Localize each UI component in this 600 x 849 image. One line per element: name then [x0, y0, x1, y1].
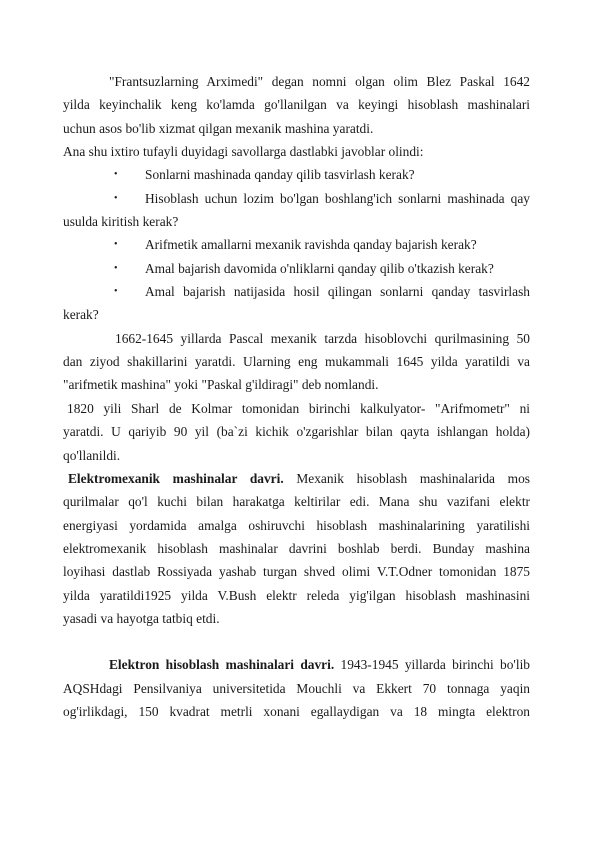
bullet-2-symbol: •: [114, 193, 118, 204]
p6-line-1: [109, 656, 530, 674]
bullet-5-symbol: •: [114, 286, 118, 297]
p4-line-2: yaratdi. U qariyib 90 yil (ba`zi kichik o'zgarishlar bilan qayta ishlangan holda): [63, 424, 530, 439]
bullet-2-text: Hisoblash uchun lozim bo'lgan boshlang'ich sonlarni mashinada qay: [145, 191, 530, 206]
p6-first-rest: 1943-1945 yillarda birinchi bo'lib: [334, 657, 530, 672]
p6-line-2: AQSHdagi Pensilvaniya universitetida Mouchli va Ekkert 70 tonnaga yaqin: [63, 681, 530, 696]
p5-line-2: qurilmalar qo'l kuchi bilan harakatga keltirilar edi. Mana shu vazifani elektr: [63, 494, 530, 509]
bullet-3-symbol: •: [114, 239, 118, 250]
p5-first-rest: Mexanik hisoblash mashinalarida mos: [283, 471, 530, 486]
p5-line-3: energiyasi yordamida amalga oshiruvchi hisoblash mashinalarining yaratilishi: [63, 518, 530, 533]
bullet-1-symbol: •: [114, 169, 118, 180]
bullet-1-text: Sonlarni mashinada qanday qilib tasvirlash kerak?: [145, 167, 415, 182]
bullet-4-symbol: •: [114, 263, 118, 274]
p5-line-4: elektromexanik hisoblash mashinalar davrini boshlab berdi. Bunday mashina: [63, 541, 530, 556]
p3-line-1: 1662-1645 yillarda Pascal mexanik tarzda hisoblovchi qurilmasining 50: [115, 331, 530, 346]
p1-line-3: uchun asos bo'lib xizmat qilgan mexanik mashina yaratdi.: [63, 121, 374, 136]
p5-line-7: yasadi va hayotga tatbiq etdi.: [63, 611, 220, 626]
p5-line-5: loyihasi dastlab Rossiyada yashab turgan shved olimi V.T.Odner tomonidan 1875: [63, 564, 530, 579]
p5-line-6: yilda yaratildi1925 yilda V.Bush elektr releda yig'ilgan hisoblash mashinasini: [63, 588, 530, 603]
bullet-2-text-cont: usulda kiritish kerak?: [63, 214, 179, 229]
bullet-4-text: Amal bajarish davomida o'nliklarni qanday qilib o'tkazish kerak?: [145, 261, 494, 276]
p6-heading: Elektron hisoblash mashinalari davri.: [109, 657, 335, 672]
bullet-5-text: Amal bajarish natijasida hosil qilingan sonlarni qanday tasvirlash: [145, 284, 530, 299]
p1-line-1: "Frantsuzlarning Arximedi" degan nomni olgan olim Blez Paskal 1642: [109, 74, 530, 89]
p2-line: Ana shu ixtiro tufayli duyidagi savollarga dastlabki javoblar olindi:: [63, 144, 424, 159]
p3-line-3: "arifmetik mashina" yoki "Paskal g'ildiragi" deb nomlandi.: [63, 377, 379, 392]
p5-line-1: [68, 470, 530, 488]
bullet-5-text-cont: kerak?: [63, 307, 99, 322]
p3-line-2: dan ziyod shakillarini yaratdi. Ularning eng mukammali 1645 yilda yaratildi va: [63, 354, 530, 369]
p5-heading: Elektromexanik mashinalar davri.: [68, 471, 284, 486]
p6-line-3: og'irlikdagi, 150 kvadrat metrli xonani egallaydigan va 18 mingta elektron: [63, 704, 530, 719]
p4-line-3: qo'llanildi.: [63, 448, 121, 463]
p4-line-1: 1820 yili Sharl de Kolmar tomonidan birinchi kalkulyator- "Arifmometr" ni: [67, 401, 530, 416]
bullet-3-text: Arifmetik amallarni mexanik ravishda qanday bajarish kerak?: [145, 237, 477, 252]
p1-line-2: yilda keyinchalik keng ko'lamda go'llanilgan va keyingi hisoblash mashinalari: [63, 97, 530, 112]
